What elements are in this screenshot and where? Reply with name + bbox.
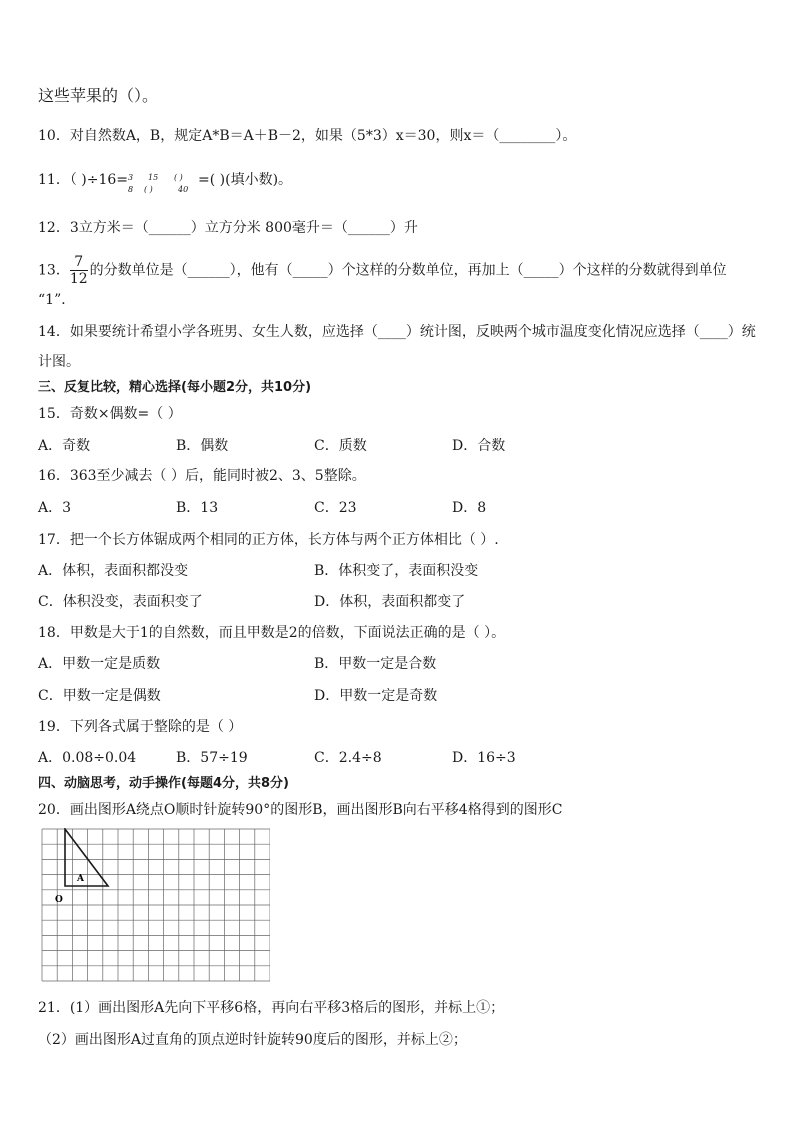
fraction-denominator: 12 bbox=[69, 271, 88, 287]
question-21-part-1: 21．(1）画出图形A先向下平移6格，再向右平移3格后的图形，并标上①； bbox=[38, 1000, 505, 1016]
question-11 bbox=[38, 170, 293, 194]
question-21-part-2: （2）画出图形A过直角的顶点逆时针旋转90度后的图形，并标上②； bbox=[38, 1032, 467, 1048]
question-10: 10．对自然数A，B，规定A*B＝A＋B－2，如果（5*3）x＝30，则x＝（________）。 bbox=[38, 128, 577, 144]
q17-option-a: A．体积，表面积都没变 bbox=[38, 563, 189, 579]
fraction-1-denominator: 8 bbox=[128, 185, 134, 194]
q18-option-c: C．甲数一定是偶数 bbox=[38, 688, 161, 704]
q19-option-d: D．16÷3 bbox=[452, 750, 516, 766]
q15-option-c: C．质数 bbox=[314, 438, 367, 454]
question-11-suffix: =( )(填小数)。 bbox=[198, 172, 293, 188]
question-13 bbox=[38, 254, 727, 287]
q15-option-a: A．奇数 bbox=[38, 438, 91, 454]
question-14-continued: 计图。 bbox=[38, 354, 80, 370]
question-13-continued: “1”． bbox=[38, 292, 76, 308]
fraction-2-denominator: ( ) bbox=[144, 185, 153, 194]
question-18: 18．甲数是大于1的自然数，而且甲数是2的倍数，下面说法正确的是（ ）。 bbox=[38, 625, 506, 641]
q18-option-b: B．甲数一定是合数 bbox=[314, 656, 437, 672]
q19-option-a: A．0.08÷0.04 bbox=[38, 750, 137, 766]
question-9-tail: 这些苹果的（）。 bbox=[38, 86, 159, 105]
triangle-shape-a bbox=[65, 829, 108, 886]
section-4-heading: 四、动脑思考，动手操作(每题4分，共8分) bbox=[38, 776, 289, 791]
q16-option-a: A．3 bbox=[38, 500, 72, 516]
section-3-heading: 三、反复比较，精心选择(每小题2分，共10分) bbox=[38, 380, 312, 395]
fraction-numerator: 7 bbox=[70, 254, 88, 271]
q18-option-a: A．甲数一定是质数 bbox=[38, 656, 161, 672]
q19-option-c: C．2.4÷8 bbox=[314, 750, 382, 766]
question-19: 19．下列各式属于整除的是（ ） bbox=[38, 719, 243, 735]
fraction-1-numerator: 3 bbox=[128, 173, 134, 182]
question-15: 15．奇数×偶数=（ ） bbox=[38, 406, 182, 422]
shape-a-label: A bbox=[77, 874, 84, 884]
q17-option-b: B．体积变了，表面积没变 bbox=[314, 563, 479, 579]
question-17: 17．把一个长方体锯成两个相同的正方体，长方体与两个正方体相比（ ）. bbox=[38, 532, 499, 548]
question-12: 12．3立方米＝（______）立方分米 800毫升＝（______）升 bbox=[38, 220, 418, 236]
fraction-3-denominator: 40 bbox=[178, 185, 189, 194]
question-11-fractions bbox=[128, 170, 198, 194]
fraction-2-numerator: 15 bbox=[148, 173, 159, 182]
question-13-prefix: 13． bbox=[38, 262, 70, 279]
q16-option-d: D．8 bbox=[452, 500, 487, 516]
point-o-label: O bbox=[55, 895, 63, 905]
q18-option-d: D．甲数一定是奇数 bbox=[314, 688, 438, 704]
question-14: 14．如果要统计希望小学各班男、女生人数，应选择（____）统计图，反映两个城市温度变化情况应选择（____）统 bbox=[38, 324, 756, 340]
question-13-fraction bbox=[70, 254, 88, 287]
q16-option-c: C．23 bbox=[314, 500, 357, 516]
q15-option-b: B．偶数 bbox=[176, 438, 229, 454]
grid-lines bbox=[42, 829, 270, 981]
grid-figure bbox=[40, 828, 270, 988]
question-16: 16．363至少减去（ ）后，能同时被2、3、5整除。 bbox=[38, 468, 366, 484]
q15-option-d: D．合数 bbox=[452, 438, 506, 454]
q19-option-b: B．57÷19 bbox=[176, 750, 248, 766]
q16-option-b: B．13 bbox=[176, 500, 219, 516]
q17-option-c: C．体积没变，表面积变了 bbox=[38, 594, 203, 610]
q17-option-d: D．体积，表面积都变了 bbox=[314, 594, 466, 610]
question-11-prefix: 11．（ )÷16= bbox=[38, 172, 129, 188]
question-13-text: 的分数单位是（______），他有（_____）个这样的分数单位，再加上（_____）个这样的分数就得到单位 bbox=[89, 262, 727, 279]
fraction-3-numerator: ( ) bbox=[174, 173, 183, 182]
question-20: 20．画出图形A绕点O顺时针旋转90°的图形B，画出图形B向右平移4格得到的图形C bbox=[38, 802, 563, 818]
